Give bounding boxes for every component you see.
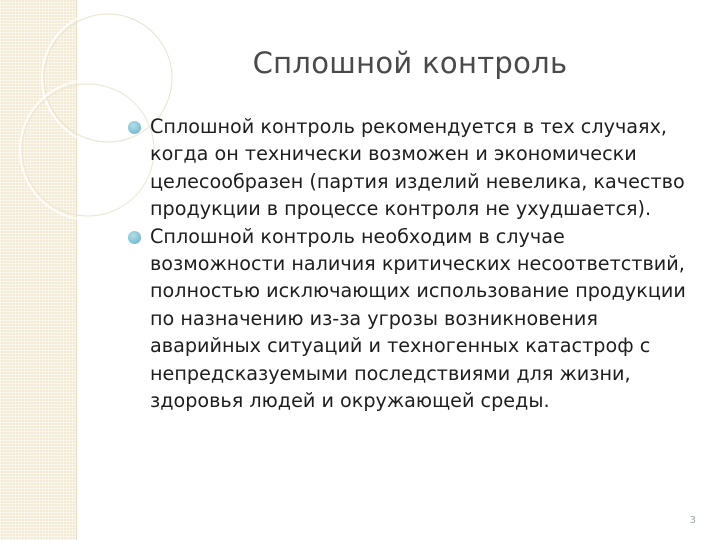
bullet-text: Сплошной контроль необходим в случае возможности наличия критических несоответствий, полностью исключающих использование продукции по назначению из-за угрозы возникновения аварийных ситуаций и техногенных катастроф с непредсказуемыми последствиями для жизни, здоровья людей и окружающей среды. [150,224,686,413]
bullet-item [128,223,700,415]
page-number: 3 [689,515,696,526]
bullet-list [128,113,700,414]
bullet-icon [128,231,141,244]
bullet-text: Сплошной контроль рекомендуется в тех случаях, когда он технически возможен и экономически целесообразен (партия изделий невелика, качество продукции в процессе контроля не ухудшается). [150,115,685,221]
slide-title: Сплошной контроль [252,46,568,80]
bullet-icon [128,121,141,134]
bullet-item [128,113,700,223]
